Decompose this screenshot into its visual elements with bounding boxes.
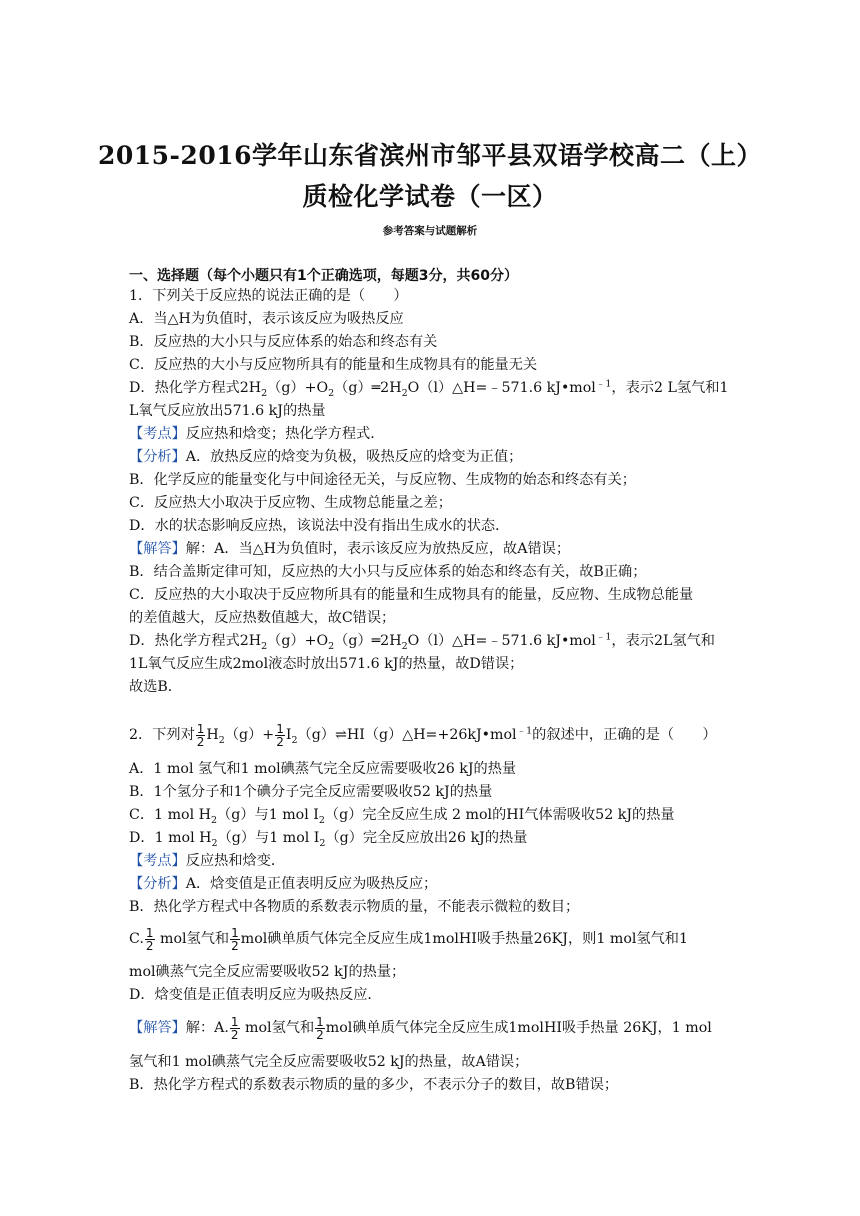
- q2-stem: 2．下列对 $\frac{1}{2}$ $H_2(g)+$ $\frac{1}{2}$ $I_2(g)\rightleftharpoons HI(g)\triangle H=+26kJ•mol^{﹣1}$的叙述中，正确的是（ ）: [129, 721, 717, 749]
- q1-option-d-cont: L氧气反应放出571.6 kJ的热量: [129, 403, 326, 419]
- fraction-half: $\frac{1}{2}$: [316, 1014, 324, 1042]
- page-subtitle: 参考答案与试题解析: [382, 225, 478, 237]
- q2-option-d: D．1 mol $H_2(g)$与1 mol $I_2(g)$完全反应放出26 kJ的热量: [129, 830, 528, 849]
- q1-stem: 1．下列关于反应热的说法正确的是（ ）: [129, 288, 408, 304]
- q2-fenxi-3: C. $\frac{1}{2}$ mol氢气和 $\frac{1}{2}$ mol碘单质气体完全反应生成1molHI吸手热量26KJ，则1 mol氢气和1: [129, 925, 689, 953]
- jieda-tag: 【解答】: [129, 1020, 186, 1036]
- fraction-half: $\frac{1}{2}$: [276, 721, 284, 749]
- page-title-line1: 2015-2016学年山东省滨州市邹平县双语学校高二（上）: [97, 141, 763, 170]
- q1-option-c: C．反应热的大小与反应物所具有的能量和生成物具有的能量无关: [129, 357, 538, 373]
- q2-jieda-3: B．热化学方程式的系数表示物质的量的多少，不表示分子的数目，故B错误；: [129, 1077, 619, 1093]
- q1-jieda-2: B．结合盖斯定律可知，反应热的大小只与反应体系的始态和终态有关，故B正确；: [129, 564, 647, 580]
- q1-fenxi-2: B．化学反应的能量变化与中间途径无关，与反应物、生成物的始态和终态有关；: [129, 472, 636, 488]
- q1-jieda-5: D．热化学方程式$2H_2(g)+O_2(g)═2H_2O(l)\triangle H=﹣571.6$ kJ•mol$^{﹣1}$，表示2L氢气和: [129, 631, 715, 652]
- q2-option-c: C．1 mol $H_2(g)$与1 mol $I_2(g)$完全反应生成 2 mol的HI气体需吸收52 kJ的热量: [129, 807, 675, 826]
- q2-fenxi-1: 【分析】A．焓变值是正值表明反应为吸热反应；: [129, 876, 438, 892]
- fraction-half: $\frac{1}{2}$: [196, 721, 205, 749]
- q1-jieda-7: 故选B．: [129, 679, 182, 695]
- q1-option-b: B．反应热的大小只与反应体系的始态和终态有关: [129, 334, 438, 350]
- q1-jieda-1: 【解答】解：A．当△H为负值时，表示该反应为放热反应，故A错误；: [129, 541, 571, 557]
- q2-fenxi-4: mol碘蒸气完全反应需要吸收52 kJ的热量；: [129, 964, 406, 980]
- section-heading: 一、选择题（每个小题只有1个正确选项，每题3分，共60分）: [129, 268, 518, 284]
- kaodian-tag: 【考点】: [129, 853, 186, 869]
- q1-fenxi-3: C．反应热大小取决于反应物、生成物总能量之差；: [129, 495, 452, 511]
- q1-fenxi-1: 【分析】A．放热反应的焓变为负极，吸热反应的焓变为正值；: [129, 449, 523, 465]
- q1-fenxi-4: D．水的状态影响反应热，该说法中没有指出生成水的状态．: [129, 518, 510, 534]
- q2-option-a: A．1 mol 氢气和1 mol碘蒸气完全反应需要吸收26 kJ的热量: [129, 761, 517, 777]
- q1-kaodian: 【考点】反应热和焓变；热化学方程式．: [129, 426, 385, 442]
- q1-jieda-6: 1L氧气反应生成2mol液态时放出571.6 kJ的热量，故D错误；: [129, 656, 524, 672]
- q1-jieda-4: 的差值越大，反应热数值越大，故C错误；: [129, 610, 396, 626]
- q2-kaodian: 【考点】反应热和焓变．: [129, 853, 286, 869]
- q2-fenxi-5: D．焓变值是正值表明反应为吸热反应．: [129, 987, 382, 1003]
- fenxi-tag: 【分析】: [129, 449, 186, 465]
- fenxi-tag: 【分析】: [129, 876, 186, 892]
- kaodian-tag: 【考点】: [129, 426, 186, 442]
- q1-option-d: D．热化学方程式$2H_2(g)+O_2(g)═2H_2O(l)\triangle H=﹣571.6$ kJ•mol$^{﹣1}$，表示2 L氢气和1: [129, 378, 729, 399]
- q2-option-b: B．1个氢分子和1个碘分子完全反应需要吸收52 kJ的热量: [129, 784, 493, 800]
- q2-jieda-1: 【解答】解：A. $\frac{1}{2}$ mol氢气和 $\frac{1}{2}$ mol碘单质气体完全反应生成1molHI吸手热量 26KJ，1 mol: [129, 1014, 712, 1042]
- fraction-half: $\frac{1}{2}$: [231, 925, 239, 953]
- q1-jieda-3: C．反应热的大小取决于反应物所具有的能量和生成物具有的能量，反应物、生成物总能量: [129, 587, 694, 603]
- jieda-tag: 【解答】: [129, 541, 186, 557]
- q2-jieda-2: 氢气和1 mol碘蒸气完全反应需要吸收52 kJ的热量，故A错误；: [129, 1054, 529, 1070]
- fraction-half: $\frac{1}{2}$: [145, 925, 154, 953]
- page-title-line2: 质检化学试卷（一区）: [302, 182, 558, 211]
- q2-fenxi-2: B．热化学方程式中各物质的系数表示物质的量，不能表示微粒的数目；: [129, 899, 580, 915]
- q1-option-a: A．当△H为负值时，表示该反应为吸热反应: [129, 311, 404, 327]
- fraction-half: $\frac{1}{2}$: [230, 1014, 239, 1042]
